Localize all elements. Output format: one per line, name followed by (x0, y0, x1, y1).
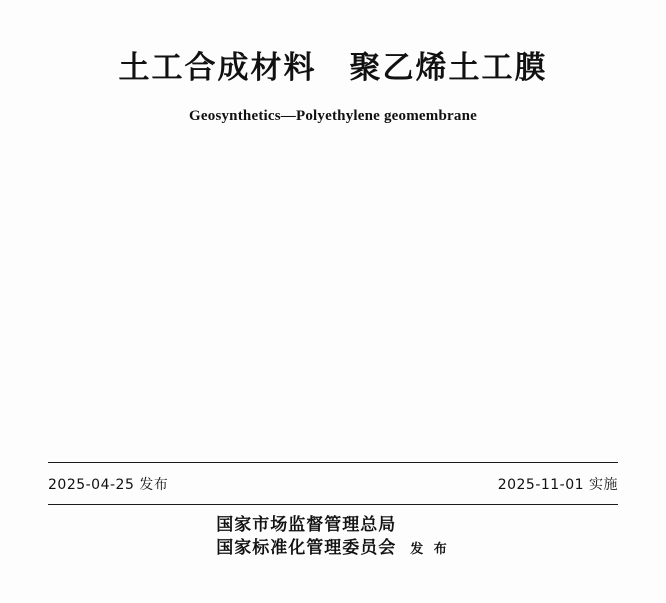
issue-label: 发 布 (410, 541, 450, 557)
page-title-chinese: 土工合成材料 聚乙烯土工膜 (118, 50, 548, 86)
issuer-names (216, 514, 396, 560)
page-title-english: Geosynthetics—Polyethylene geomembrane (189, 108, 477, 124)
cover-blank-area (0, 150, 666, 450)
issuer-block (0, 514, 666, 560)
release-date: 2025-04-25 发布 (48, 477, 169, 493)
footer-divider-bottom (48, 504, 618, 505)
implementation-date: 2025-11-01 实施 (497, 477, 618, 493)
footer-date-row (48, 470, 618, 498)
issuer-line-1: 国家市场监督管理总局 (216, 515, 397, 535)
footer-divider-top (48, 462, 618, 463)
issuer-line-2: 国家标准化管理委员会 (216, 537, 397, 558)
